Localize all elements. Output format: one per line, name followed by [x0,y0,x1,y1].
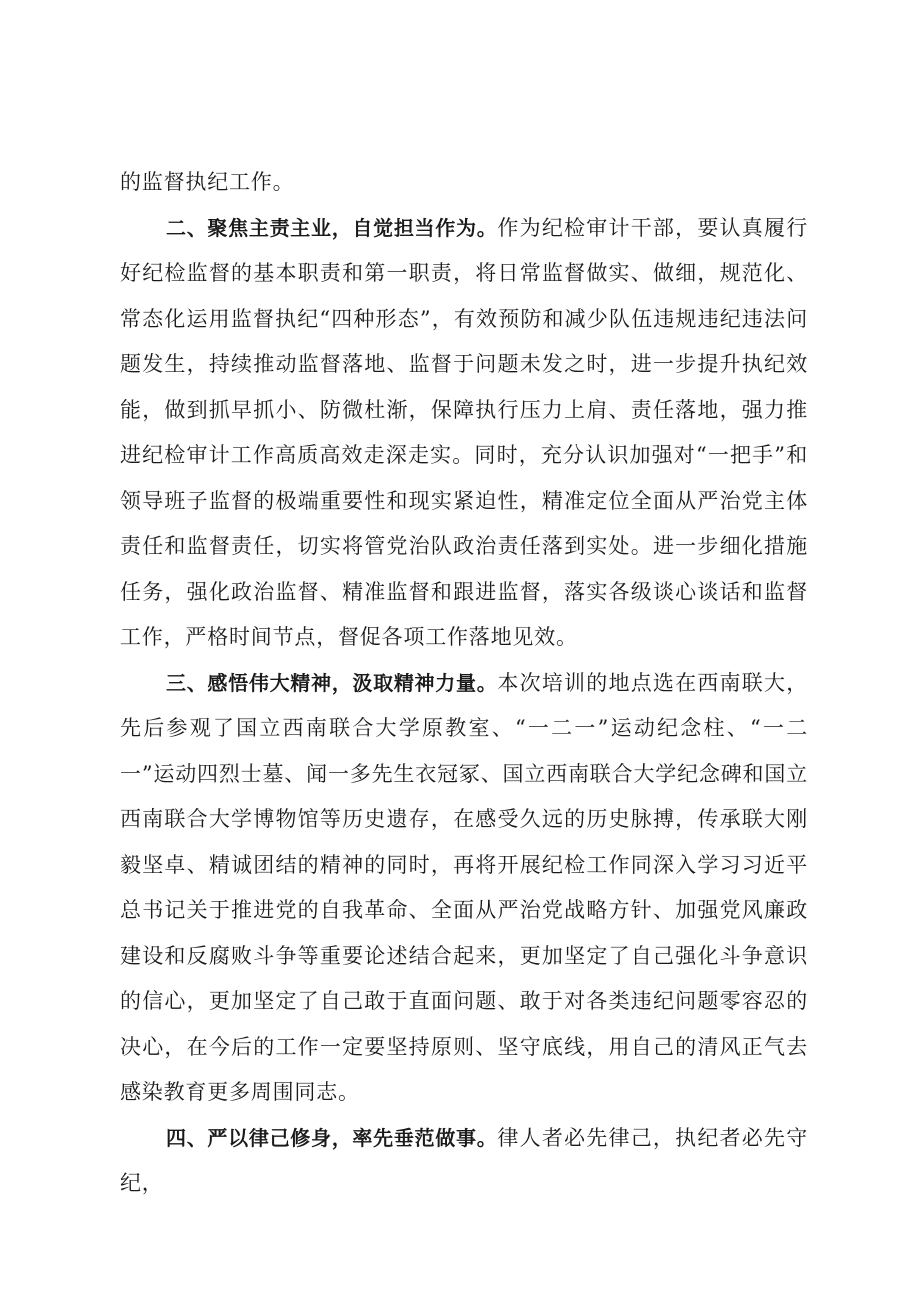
section-body-2: 作为纪检审计干部，要认真履行好纪检监督的基本职责和第一职责，将日常监督做实、做细，规范化、常态化运用监督执纪“四种形态”，有效预防和减少队伍违规违纪违法问题发生，持续推动监督落地、监督于问题未发之时，进一步提升执纪效能，做到抓早抓小、防微杜渐，保障执行压力上肩、责任落地，强力推进纪检审计工作高质高效走深走实。同时，充分认识加强对“一把手”和领导班子监督的极端重要性和现实紧迫性，精准定位全面从严治党主体责任和监督责任，切实将管党治队政治责任落到实处。进一步细化措施任务，强化政治监督、精准监督和跟进监督，落实各级谈心谈话和监督工作，严格时间节点，督促各项工作落地见效。 [120,215,808,649]
section-body-3: 本次培训的地点选在西南联大，先后参观了国立西南联合大学原教室、“一二一”运动纪念柱、“一二一”运动四烈士墓、闻一多先生衣冠冢、国立西南联合大学纪念碑和国立西南联合大学博物馆等历史遗存，在感受久远的历史脉搏，传承联大刚毅坚卓、精诚团结的精神的同时，再将开展纪检工作同深入学习习近平总书记关于推进党的自我革命、全面从严治党战略方针、加强党风廉政建设和反腐败斗争等重要论述结合起来，更加坚定了自己强化斗争意识的信心，更加坚定了自己敢于直面问题、敢于对各类违纪问题零容忍的决心，在今后的工作一定要坚持原则、坚守底线，用自己的清风正气去感染教育更多周围同志。 [120,670,808,1104]
section-body-4: 律人者必先律己，执纪者必先守纪， [120,1125,808,1195]
document-body [120,160,808,1207]
continuation-text: 的监督执纪工作。 [120,170,295,194]
section-heading-4: 四、严以律己修身，率先垂范做事。 [166,1125,498,1150]
section-paragraph-2 [120,206,808,661]
section-paragraph-3 [120,661,808,1116]
section-heading-3: 三、感悟伟大精神，汲取精神力量。 [166,670,498,695]
section-paragraph-4 [120,1116,808,1207]
continuation-paragraph [120,160,808,206]
section-heading-2: 二、聚焦主责主业，自觉担当作为。 [166,215,498,240]
